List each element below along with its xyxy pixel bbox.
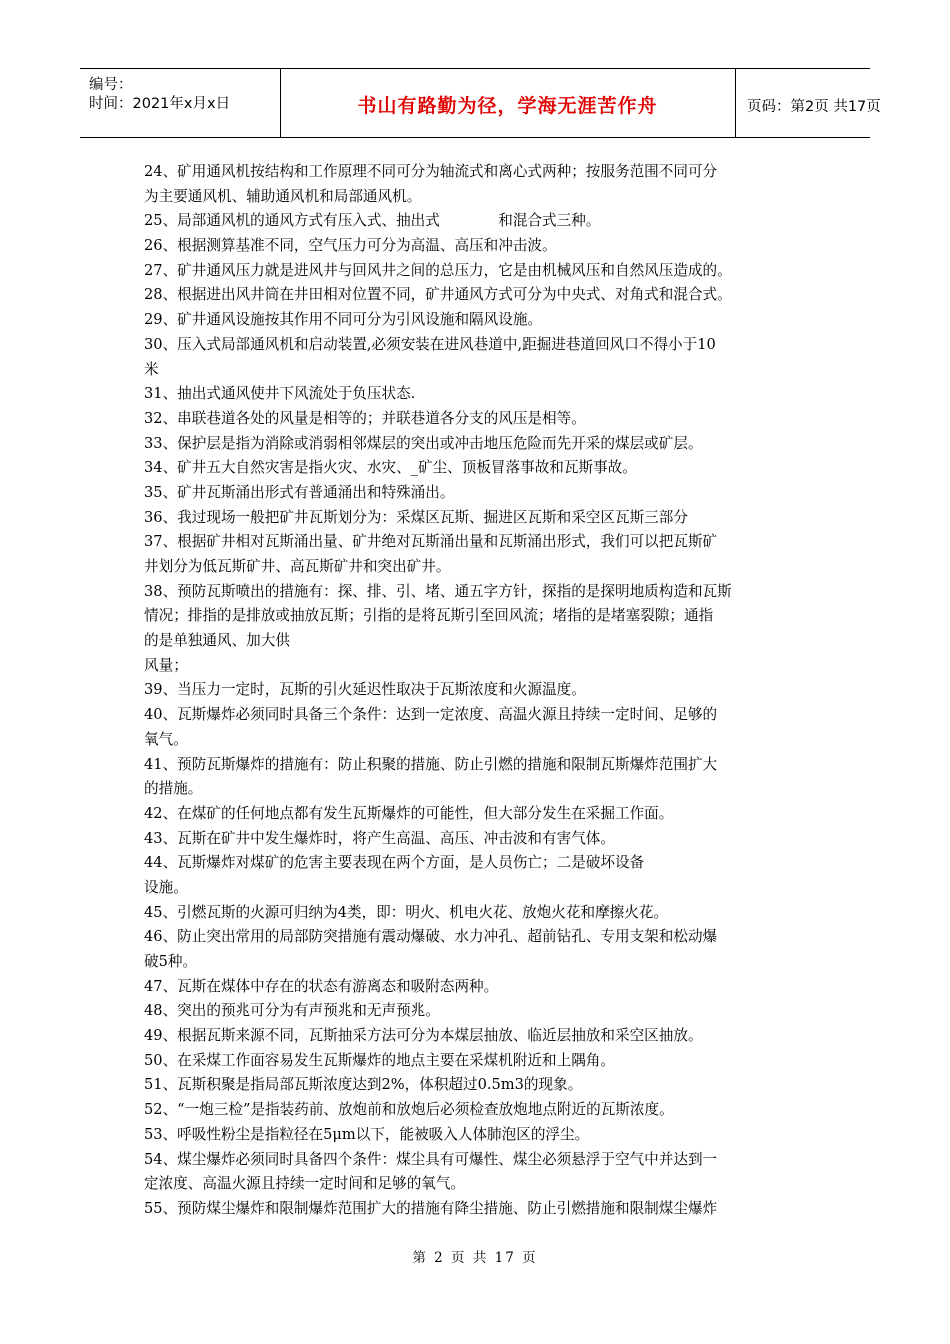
text-line: 39、当压力一定时，瓦斯的引火延迟性取决于瓦斯浓度和火源温度。: [144, 681, 586, 699]
text-line: 井划分为低瓦斯矿井、高瓦斯矿井和突出矿井。: [144, 558, 451, 575]
text-line: 40、瓦斯爆炸必须同时具备三个条件：达到一定浓度、高温火源且持续一定时间、足够的: [144, 706, 718, 724]
text-line: 53、呼吸性粉尘是指粒径在5μm以下，能被吸入人体肺泡区的浮尘。: [144, 1125, 590, 1143]
text-line: 定浓度、高温火源且持续一定时间和足够的氧气。: [144, 1175, 466, 1193]
text-line: 51、瓦斯积聚是指局部瓦斯浓度达到2%，体积超过0.5m3的现象。: [144, 1076, 583, 1094]
text-line: 46、防止突出常用的局部防突措施有震动爆破、水力冲孔、超前钻孔、专用支架和松动爆: [144, 928, 718, 946]
text-line: 破5种。: [144, 953, 198, 970]
text-line: 44、瓦斯爆炸对煤矿的危害主要表现在两个方面，是人员伤亡；二是破坏设备: [144, 854, 645, 872]
text-line: 49、根据瓦斯来源不同，瓦斯抽采方法可分为本煤层抽放、临近层抽放和采空区抽放。: [144, 1027, 703, 1045]
document-body: [144, 160, 810, 1222]
text-line: 风量；: [144, 656, 188, 674]
header-motto-cell: [280, 69, 736, 137]
text-line: 26、根据测算基准不同，空气压力可分为高温、高压和冲击波。: [144, 237, 557, 255]
text-line: 27、矿井通风压力就是进风井与回风井之间的总压力，它是由机械风压和自然风压造成的。: [144, 261, 732, 279]
text-line: 29、矿井通风设施按其作用不同可分为引风设施和隔风设施。: [144, 311, 543, 329]
text-line: 45、引燃瓦斯的火源可归纳为4类，即：明火、机电火花、放炮火花和摩擦火花。: [144, 903, 669, 921]
text-line: 47、瓦斯在煤体中存在的状态有游离态和吸附态两种。: [144, 977, 499, 995]
text-line: 50、在采煤工作面容易发生瓦斯爆炸的地点主要在采煤机附近和上隅角。: [144, 1051, 615, 1069]
page-footer: 第 2 页 共 17 页: [412, 1250, 538, 1266]
text-line: 54、煤尘爆炸必须同时具备四个条件：煤尘具有可爆性、煤尘必须悬浮于空气中并达到一: [144, 1150, 718, 1168]
header-meta-cell: [80, 69, 281, 137]
header-page-cell: [735, 69, 881, 137]
text-line: 的措施。: [144, 780, 203, 798]
document-number-label: 编号：: [89, 77, 133, 93]
text-line: 情况；排指的是排放或抽放瓦斯；引指的是将瓦斯引至回风流；堵指的是堵塞裂隙；通指: [144, 607, 714, 625]
text-line: 38、预防瓦斯喷出的措施有：探、排、引、堵、通五字方针，探指的是探明地质构造和瓦斯: [144, 582, 732, 600]
text-line: 41、预防瓦斯爆炸的措施有：防止积聚的措施、防止引燃的措施和限制瓦斯爆炸范围扩大: [144, 755, 718, 773]
text-line: 42、在煤矿的任何地点都有发生瓦斯爆炸的可能性，但大部分发生在采掘工作面。: [144, 804, 674, 822]
text-line: 35、矿井瓦斯涌出形式有普通涌出和特殊涌出。: [144, 483, 455, 501]
motto-text: 书山有路勤为径，学海无涯苦作舟: [357, 95, 658, 117]
text-line: 25、局部通风机的通风方式有压入式、抽出式 和混合式三种。: [144, 212, 601, 230]
text-line: 30、压入式局部通风机和启动装置,必须安装在进风巷道中,距掘进巷道回风口不得小于10: [144, 335, 716, 353]
text-line: 33、保护层是指为消除或消弱相邻煤层的突出或冲击地压危险而先开采的煤层或矿层。: [144, 434, 703, 452]
text-line: 55、预防煤尘爆炸和限制爆炸范围扩大的措施有降尘措施、防止引燃措施和限制煤尘爆炸: [144, 1199, 718, 1217]
text-line: 37、根据矿井相对瓦斯涌出量、矿井绝对瓦斯涌出量和瓦斯涌出形式，我们可以把瓦斯矿: [144, 533, 718, 551]
text-line: 氧气。: [144, 730, 188, 748]
text-line: 36、我过现场一般把矿井瓦斯划分为：采煤区瓦斯、掘进区瓦斯和采空区瓦斯三部分: [144, 508, 688, 526]
page-header: [80, 68, 881, 138]
document-date-label: 时间：2021年x月x日: [89, 96, 231, 112]
text-line: 31、抽出式通风使井下风流处于负压状态.: [144, 385, 416, 403]
text-line: 48、突出的预兆可分为有声预兆和无声预兆。: [144, 1002, 440, 1020]
text-line: 34、矿井五大自然灾害是指火灾、水灾、_矿尘、顶板冒落事故和瓦斯事故。: [144, 459, 637, 477]
text-line: 设施。: [144, 878, 188, 896]
text-line: 43、瓦斯在矿井中发生爆炸时，将产生高温、高压、冲击波和有害气体。: [144, 829, 615, 847]
text-line: 52、“一炮三检”是指装药前、放炮前和放炮后必须检查放炮地点附近的瓦斯浓度。: [144, 1101, 674, 1119]
text-line: 的是单独通风、加大供: [144, 632, 290, 650]
text-line: 28、根据进出风井筒在井田相对位置不同，矿井通风方式可分为中央式、对角式和混合式。: [144, 286, 732, 304]
text-line: 32、串联巷道各处的风量是相等的；并联巷道各分支的风压是相等。: [144, 409, 586, 427]
text-line: 为主要通风机、辅助通风机和局部通风机。: [144, 187, 422, 205]
text-line: 24、矿用通风机按结构和工作原理不同可分为轴流式和离心式两种；按服务范围不同可分: [144, 163, 718, 180]
header-page-number: 页码：第2页 共17页: [747, 99, 881, 115]
text-line: 米: [144, 360, 159, 378]
